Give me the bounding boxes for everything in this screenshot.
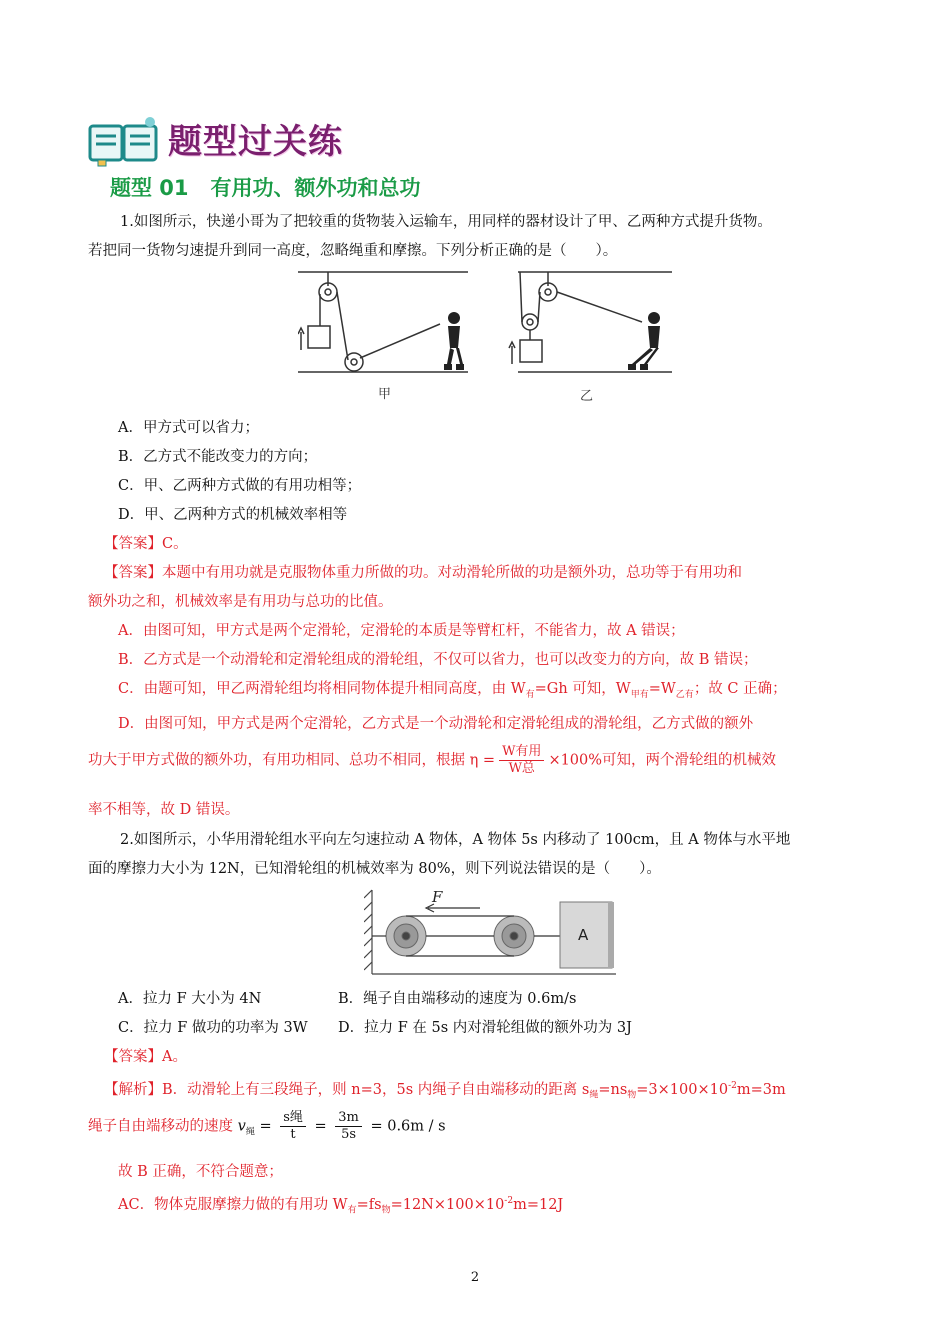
- q2-exp-line2: 绳子自由端移动的速度 $v_绳$ = $\frac{\text{s绳}}{t}$ = $\frac{3m}{5s}$ = 0.6m / s: [88, 1110, 446, 1142]
- fig-label-right: 乙: [580, 389, 594, 404]
- q1-answer: 【答案】C。: [104, 536, 188, 552]
- force-label: F: [432, 888, 443, 906]
- q2-exp-line1: 【解析】B．动滑轮上有三段绳子，则 n=3，5s 内绳子自由端移动的距离 $s_绳=ns_物=3\times 100\times 10^{-2}m=3m$: [104, 1081, 786, 1101]
- q2-option-a: A．拉力 F 大小为 4N: [118, 991, 262, 1007]
- q2-stem-line2: 面的摩擦力大小为 12N，已知滑轮组的机械效率为 80%，则下列说法错误的是（ ）。: [88, 861, 661, 877]
- q1-option-c: C．甲、乙两种方式做的有用功相等；: [118, 478, 362, 494]
- q1-stem: [88, 208, 868, 266]
- fig-label-left: 甲: [378, 387, 392, 402]
- q2-exp-line3: 故 B 正确，不符合题意；: [118, 1164, 283, 1180]
- q1-option-d: D．甲、乙两种方式的机械效率相等: [118, 507, 348, 523]
- q1-exp-d1: D．由图可知，甲方式是两个定滑轮，乙方式是一个动滑轮和定滑轮组成的滑轮组，乙方式做的额外: [118, 715, 754, 732]
- q2-answer: 【答案】A。: [104, 1049, 187, 1065]
- banner-title: 题型过关练: [168, 122, 343, 162]
- q2-exp-line4: AC．物体克服摩擦力做的有用功 $W_有=fs_物=12N\times 100\times 10^{-2}m=12J$: [118, 1196, 564, 1216]
- q1-stem-line1: 1.如图所示，快递小哥为了把较重的货物装入运输车，用同样的器材设计了甲、乙两种方式提升货物。: [120, 214, 772, 230]
- section-title: 有用功、额外功和总功: [210, 176, 421, 200]
- q2-option-d: D．拉力 F 在 5s 内对滑轮组做的额外功为 3J: [338, 1020, 632, 1036]
- q1-figure: [298, 268, 672, 408]
- q1-stem-line2: 若把同一货物匀速提升到同一高度，忽略绳重和摩擦。下列分析正确的是（ ）。: [88, 243, 618, 259]
- q1-analysis-tag: 【答案】: [104, 565, 162, 581]
- q1-exp-c: C．由题可知，甲乙两滑轮组均将相同物体提升相同高度，由 $W_有=Gh$ 可知，$W_{甲有}=W_{乙有}$；故 C 正确；: [118, 681, 787, 700]
- q1-analysis: [88, 559, 868, 617]
- block-label: A: [578, 926, 589, 944]
- q1-explanations: [118, 617, 878, 739]
- efficiency-fraction: $\frac{\text{W有用}}{\text{W总}}$: [499, 744, 544, 777]
- q1-option-a: A．甲方式可以省力；: [118, 420, 259, 436]
- q1-analysis-line2: 额外功之和，机械效率是有用功与总功的比值。: [88, 594, 393, 610]
- q1-options: [118, 414, 361, 530]
- section-label: 题型 01: [110, 176, 189, 200]
- q1-exp-d3: 率不相等，故 D 错误。: [88, 802, 240, 818]
- q1-exp-a: A．由图可知，甲方式是两个定滑轮，定滑轮的本质是等臂杠杆，不能省力，故 A 错误；: [118, 623, 685, 639]
- open-book-icon: [86, 116, 166, 168]
- q2-option-c: C．拉力 F 做功的功率为 3W: [118, 1020, 308, 1036]
- q1-analysis-line1: 本题中有用功就是克服物体重力所做的功。对动滑轮所做的功是额外功，总功等于有用功和: [162, 565, 742, 581]
- q2-stem: [88, 826, 868, 884]
- q1-exp-d2: 功大于甲方式做的额外功，有用功相同、总功不相同，根据 η = $\frac{\text{W有用}}{\text{W总}}$ ×100%可知，两个滑轮组的机械效: [88, 744, 777, 776]
- q1-option-b: B．乙方式不能改变力的方向；: [118, 449, 318, 465]
- q2-option-b: B．绳子自由端移动的速度为 0.6m/s: [338, 991, 577, 1007]
- q1-exp-b: B．乙方式是一个动滑轮和定滑轮组成的滑轮组，不仅可以省力，也可以改变力的方向，故 B 错误；: [118, 652, 758, 668]
- page-number: 2: [470, 1270, 480, 1285]
- q2-stem-line1: 2.如图所示，小华用滑轮组水平向左匀速拉动 A 物体，A 物体 5s 内移动了 100cm，且 A 物体与水平地: [120, 832, 791, 848]
- section-banner: [86, 112, 386, 168]
- q2-figure: [364, 884, 618, 980]
- section-heading: [110, 172, 421, 202]
